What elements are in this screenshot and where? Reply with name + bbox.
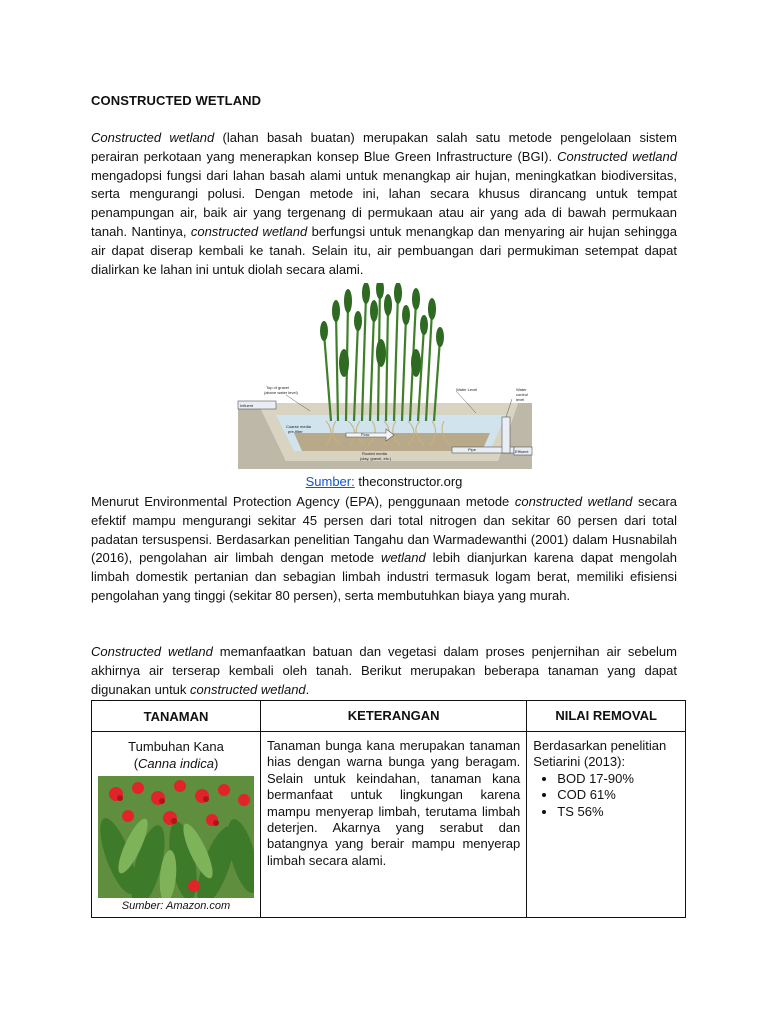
paragraph-text: lebih dianjurkan karena dapat mengolah limbah domestik pertanian dan sebagian limbah industri termasuk logam berat, memiliki efisiensi pengolahan yang tinggi (sekitar 80 persen), serta membutuhkan biaya yang murah. [91,550,677,603]
paragraph-text: berfungsi untuk menangkap dan menyaring air hujan sehingga air dapat diserap kembali ke tanah. Selain itu, air pembuangan dari permukiman setempat dapat dialirkan ke lahan ini untuk diolah secara alami. [91,223,677,277]
paragraph-text: Menurut Environmental Protection Agency (EPA), penggunaan metode [91,494,515,509]
italic-term: constructed wetland [190,681,306,697]
cell-plant [92,732,261,918]
paragraph-epa [91,493,677,606]
paragraph-text: secara efektif mampu mengurangi sekitar 45 persen dari total nitrogen dan sekitar 60 persen dari total padatan tersuspensi. Berdasarkan penelitian Tangahu dan Warmadewanthi (2001) dalam Husnabilah (2016), pengolahan air limbah dengan metode [91,494,677,566]
label-rooted-media: Rooted media [362,451,387,456]
cell-description: Tanaman bunga kana merupakan tanaman hias dengan warna bunga yang beragam. Selain untuk keindahan, tanaman kana bermanfaat untuk lingkungan karena mampu menyerap limbah, terutama limbah deterjen. Akarnya yang serabut dan batangnya yang berair mampu menyerap limbah secara alami. [261,732,527,918]
italic-term: Constructed wetland [91,644,213,659]
label-influent: Influent [240,403,254,408]
label-flow: Flow [361,432,370,437]
list-item: • TS 56% [557,804,679,820]
image-source: Sumber: Amazon.com [121,900,231,912]
list-item: • BOD 17-90% [557,771,679,787]
paragraph-text: . [305,681,310,697]
table-row [92,732,686,918]
paragraph-text: mengadopsi fungsi dari lahan basah alami untuk menangkap air hujan, meningkatkan biodiversitas, serta mengurangi polusi. Dengan metode ini, lahan secara khusus dirancang untuk tempat penampungan air, baik air yang tergenang di permukaan atau air yang ada di bawah permukaan tanah. Nantinya, [91,167,677,239]
label-top-gravel: Top of gravel [266,385,289,390]
removal-list [533,771,679,820]
wetland-diagram [236,283,536,471]
cell-removal [527,732,686,918]
plant-name: Tumbuhan Kana [128,739,224,754]
label-top-gravel-sub: (above water level) [264,390,298,395]
table-header-row [92,701,686,732]
label-water-level: Water Level [456,387,478,392]
plant-scientific-name: (Canna indica) [133,756,219,771]
label-water-control-3: level [516,397,525,402]
paragraph-text: memanfaatkan batuan dan vegetasi dalam proses penjernihan air sebelum akhirnya air terserap kembali oleh tanah. Berikut merupakan beberapa tanaman yang dapat digunakan untuk [91,644,677,697]
italic-term: constructed wetland [514,494,633,509]
source-text: theconstructor.org [354,474,463,489]
italic-term: constructed wetland [190,223,308,239]
header-nilai-removal: NILAI REMOVAL [527,701,686,732]
paragraph-intro [91,129,677,279]
label-water-control-2: control [516,392,529,397]
plants-table [91,700,686,918]
removal-intro: Berdasarkan penelitian Setiarini (2013): [533,738,667,770]
paragraph-plants-intro [91,643,677,699]
canna-photo [98,776,254,898]
italic-term: Constructed wetland [557,148,677,164]
label-effluent: Effluent [515,449,529,454]
paragraph-text: (lahan basah buatan) merupakan salah satu metode pengelolaan sistem perairan perkotaan yang menerapkan konsep Blue Green Infrastructure (BGI). [91,130,677,164]
label-pipe: Pipe [468,447,477,452]
label-water-control: Water [516,387,527,392]
label-coarse-media: Coarse media [286,424,311,429]
header-keterangan: KETERANGAN [261,701,527,732]
source-link[interactable]: Sumber: [305,474,355,489]
document-title: CONSTRUCTED WETLAND [91,93,262,108]
italic-term: Constructed wetland [91,130,215,145]
label-rooted-media-sub: (clay, gravel, etc.) [360,456,392,461]
header-tanaman: TANAMAN [92,701,261,732]
list-item: • COD 61% [557,787,679,803]
label-pre-filter: pre-filter [288,429,303,434]
italic-term: wetland [380,550,426,566]
figure-caption [0,474,768,489]
